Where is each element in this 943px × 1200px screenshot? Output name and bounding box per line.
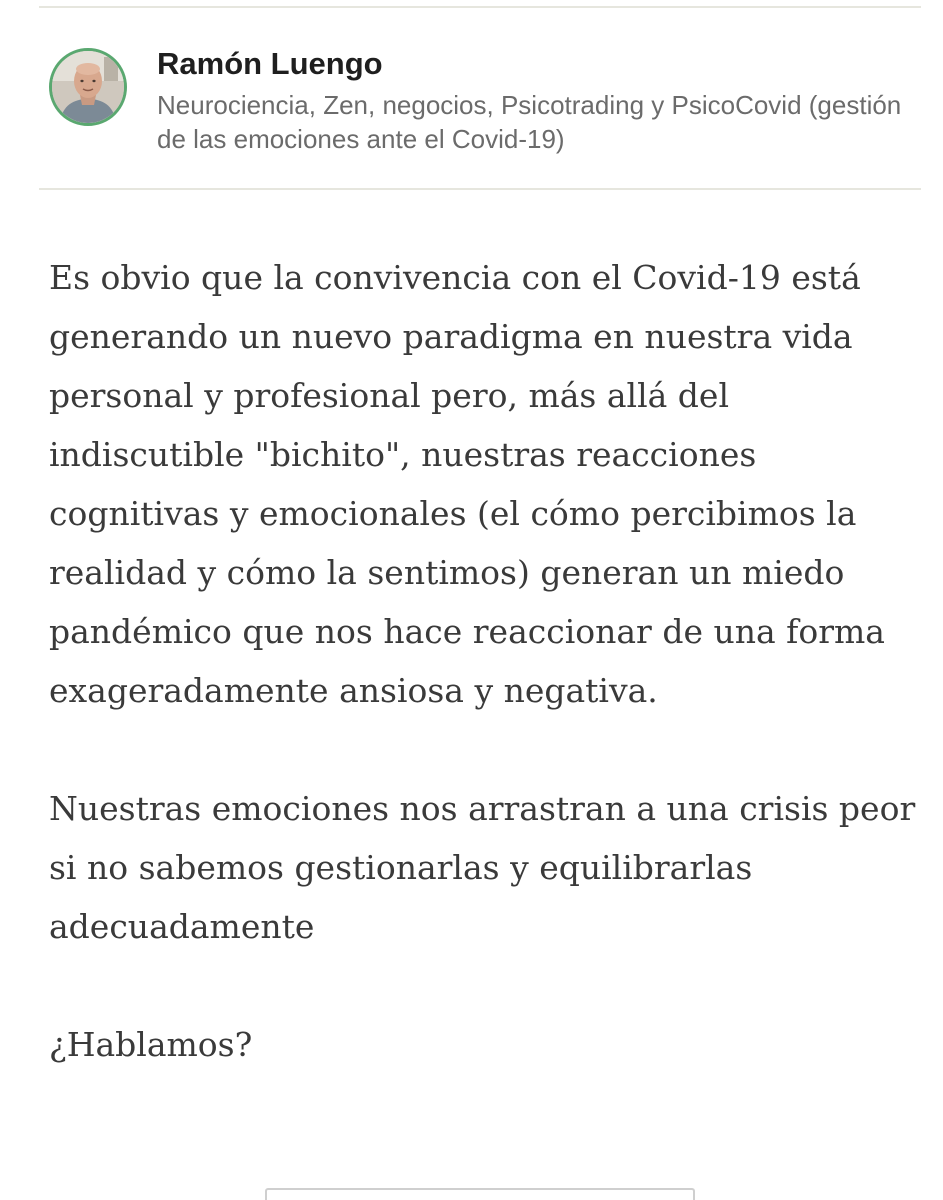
- article-paragraph-1: Es obvio que la convivencia con el Covid-19 está generando un nuevo paradigma en nuestra vida personal y profesional pero, más allá del indiscutible "bichito", nuestras reacciones cognitivas y emocionales (el cómo percibimos la realidad y cómo la sentimos) generan un miedo pandémico que nos hace reaccionar de una forma exageradamente ansiosa y negativa.: [49, 258, 885, 710]
- top-divider: [39, 6, 921, 8]
- author-card[interactable]: [49, 46, 909, 176]
- profile-photo-icon: [52, 51, 124, 123]
- article-paragraph-3: ¿Hablamos?: [49, 1025, 253, 1064]
- header-divider: [39, 188, 921, 190]
- author-name[interactable]: Ramón Luengo: [157, 46, 383, 81]
- author-headline: Neurociencia, Zen, negocios, Psicotrading y PsicoCovid (gestión de las emociones ante el Covid-19): [157, 90, 902, 154]
- article-paragraph-2: Nuestras emociones nos arrastran a una crisis peor si no sabemos gestionarlas y equilibrarlas adecuadamente: [49, 789, 916, 946]
- article-body: [49, 248, 919, 1074]
- author-avatar[interactable]: [49, 48, 127, 126]
- next-card-edge: [265, 1188, 695, 1200]
